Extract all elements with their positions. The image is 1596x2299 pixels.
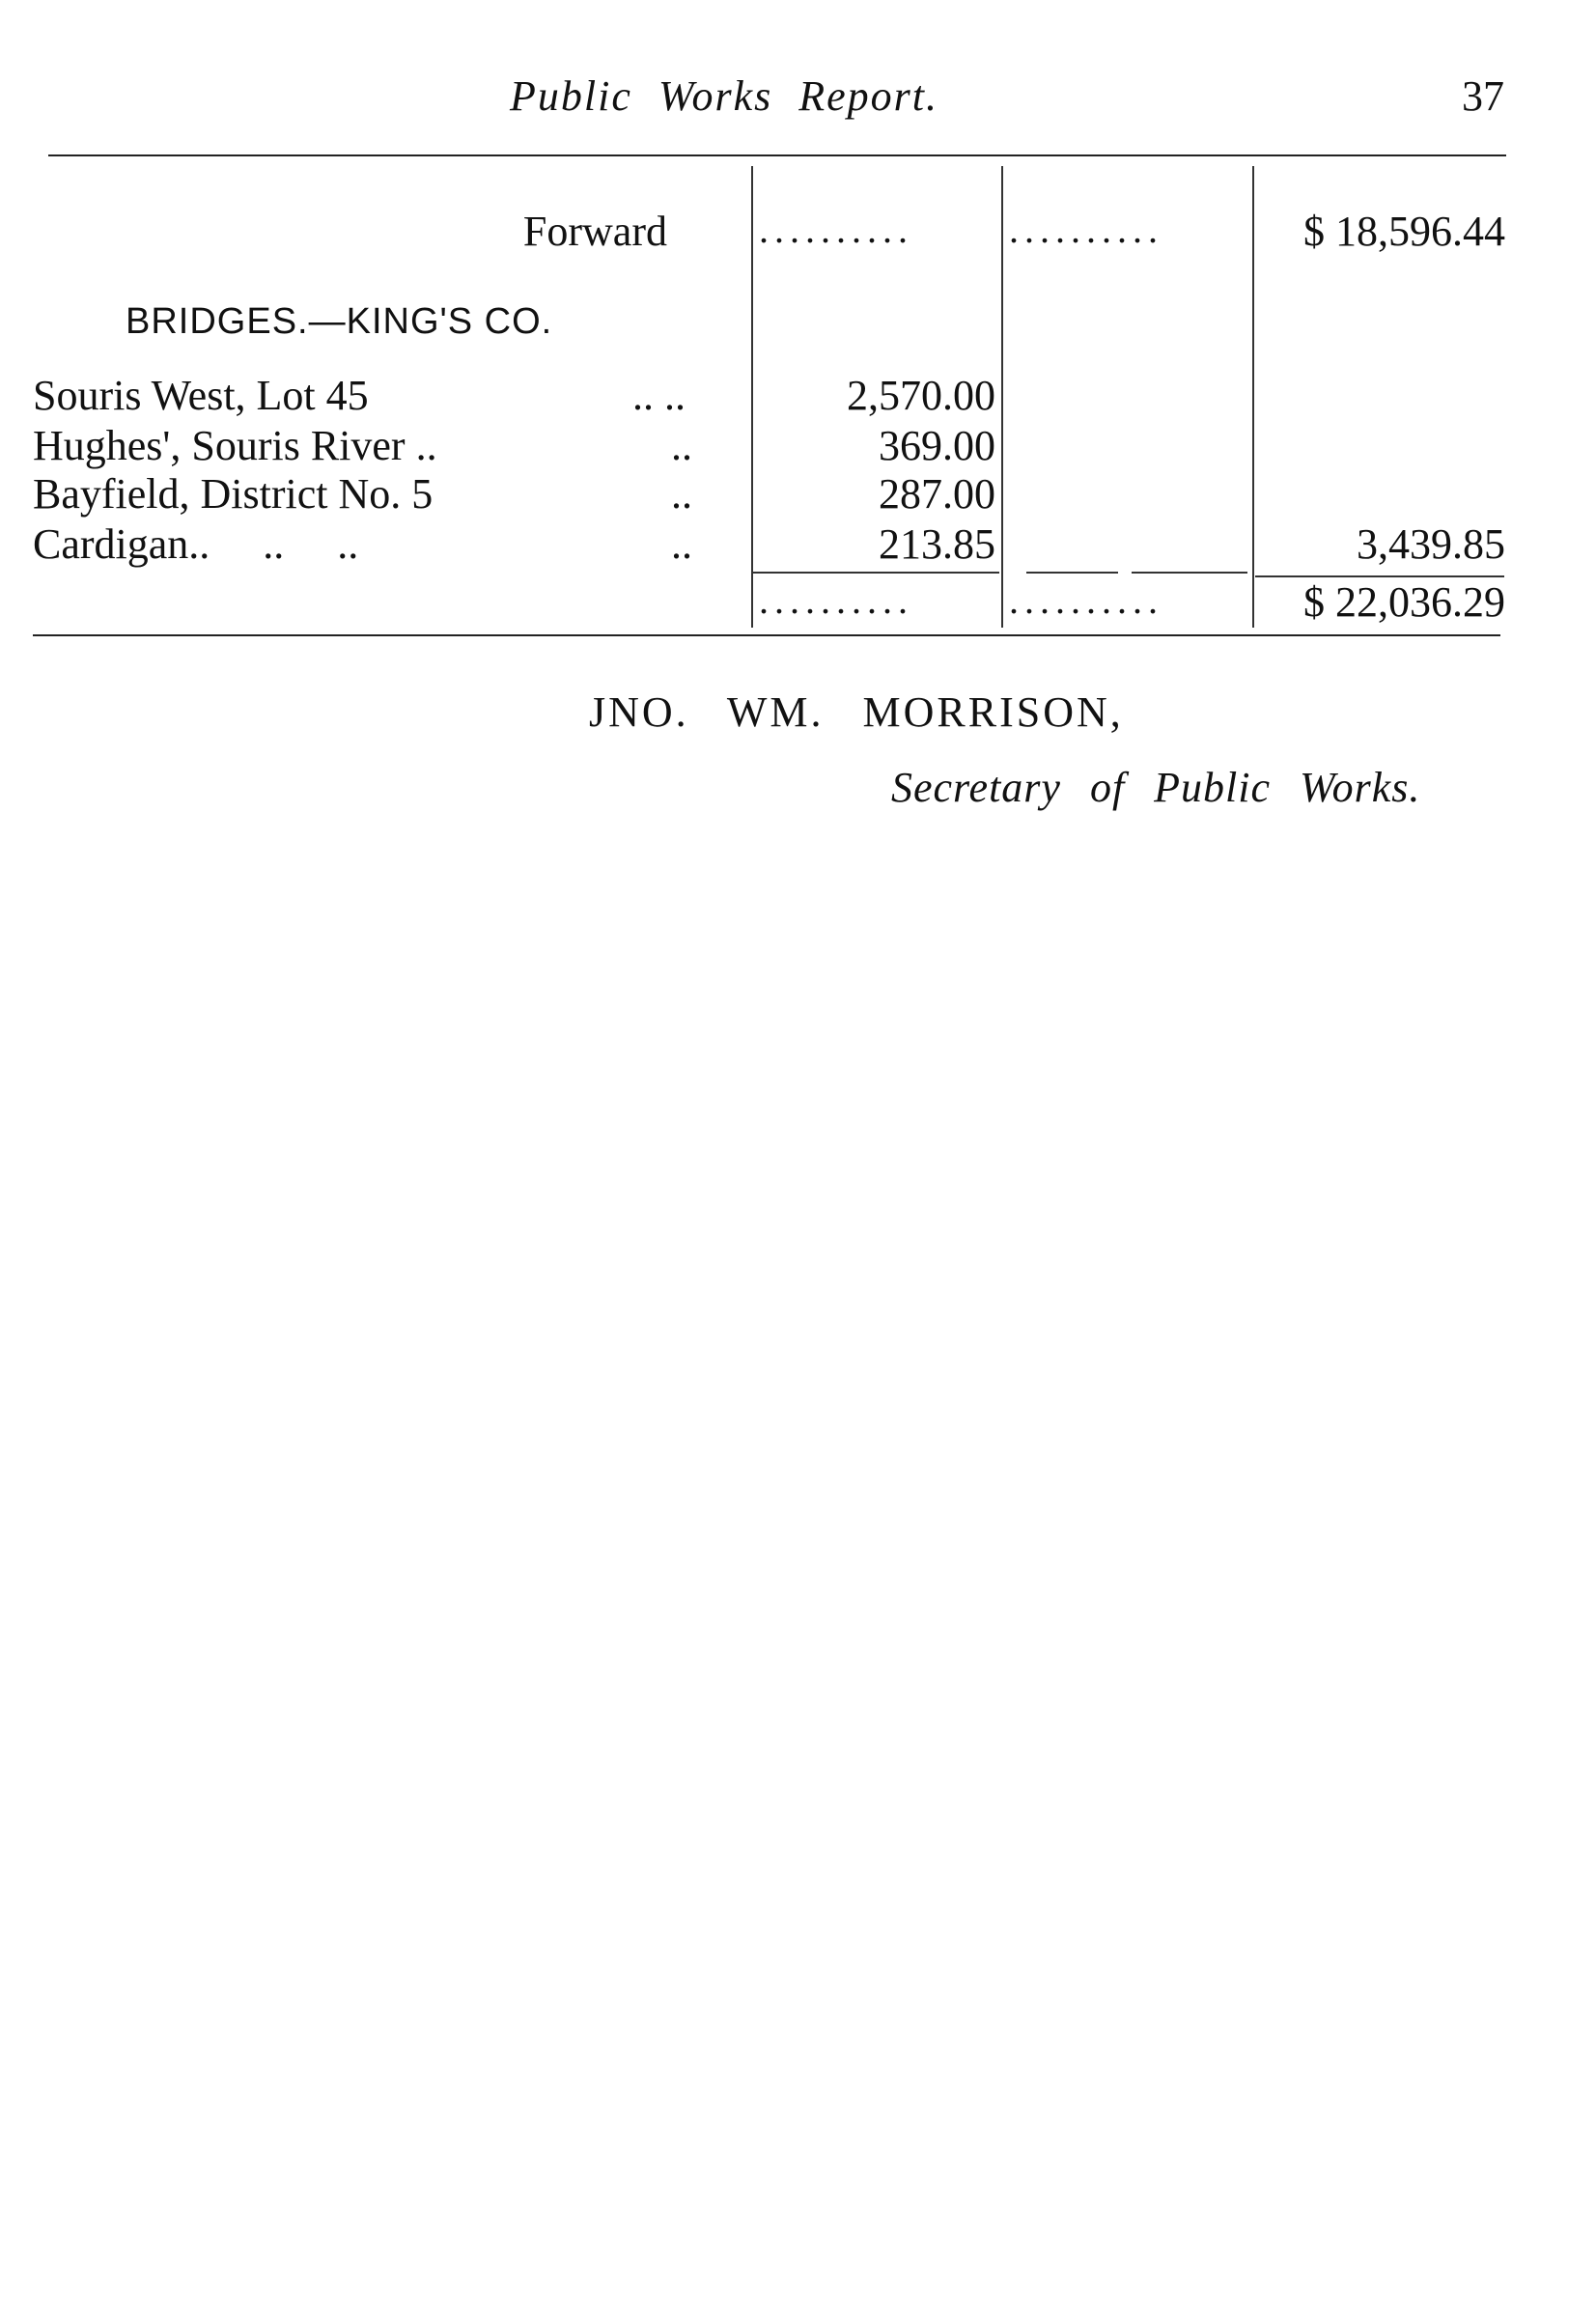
item-dots: .. (671, 422, 692, 469)
running-title: Public Works Report. (510, 72, 938, 120)
item-dots: .. (671, 470, 692, 518)
item-amount: 213.85 (879, 520, 995, 568)
grand-total: $ 22,036.29 (1303, 578, 1505, 626)
header-rule (48, 154, 1506, 156)
forward-leader-col1: .......... (759, 208, 913, 251)
subtotal-rule (753, 572, 999, 574)
total-leader-col2: .......... (1009, 578, 1163, 622)
item-label: Souris West, Lot 45 (33, 372, 369, 419)
subtotal-rule (1026, 572, 1118, 574)
subtotal-rule (1255, 575, 1504, 577)
item-dots: .. .. (632, 372, 686, 419)
table-bottom-rule (33, 634, 1500, 636)
forward-leader-col2: .......... (1009, 208, 1163, 251)
item-dots: .. (671, 520, 692, 568)
page-number: 37 (1462, 72, 1504, 120)
item-label: Hughes', Souris River .. (33, 422, 437, 469)
section-heading: BRIDGES.—KING'S CO. (126, 301, 553, 342)
subtotal-rule (1132, 572, 1247, 574)
item-amount: 287.00 (879, 470, 995, 518)
forward-amount: $ 18,596.44 (1303, 208, 1505, 255)
item-label: Cardigan.. .. .. (33, 520, 359, 568)
item-amount: 2,570.00 (847, 372, 995, 419)
item-amount: 369.00 (879, 422, 995, 469)
column-rule-1 (751, 166, 753, 628)
column-rule-3 (1252, 166, 1254, 628)
item-label: Bayfield, District No. 5 (33, 470, 434, 518)
signature-name: JNO. WM. MORRISON, (589, 688, 1124, 736)
total-leader-col1: .......... (759, 578, 913, 622)
column-rule-2 (1001, 166, 1003, 628)
forward-label: Forward (522, 208, 667, 255)
signature-title: Secretary of Public Works. (891, 764, 1421, 811)
section-subtotal: 3,439.85 (1357, 520, 1505, 568)
